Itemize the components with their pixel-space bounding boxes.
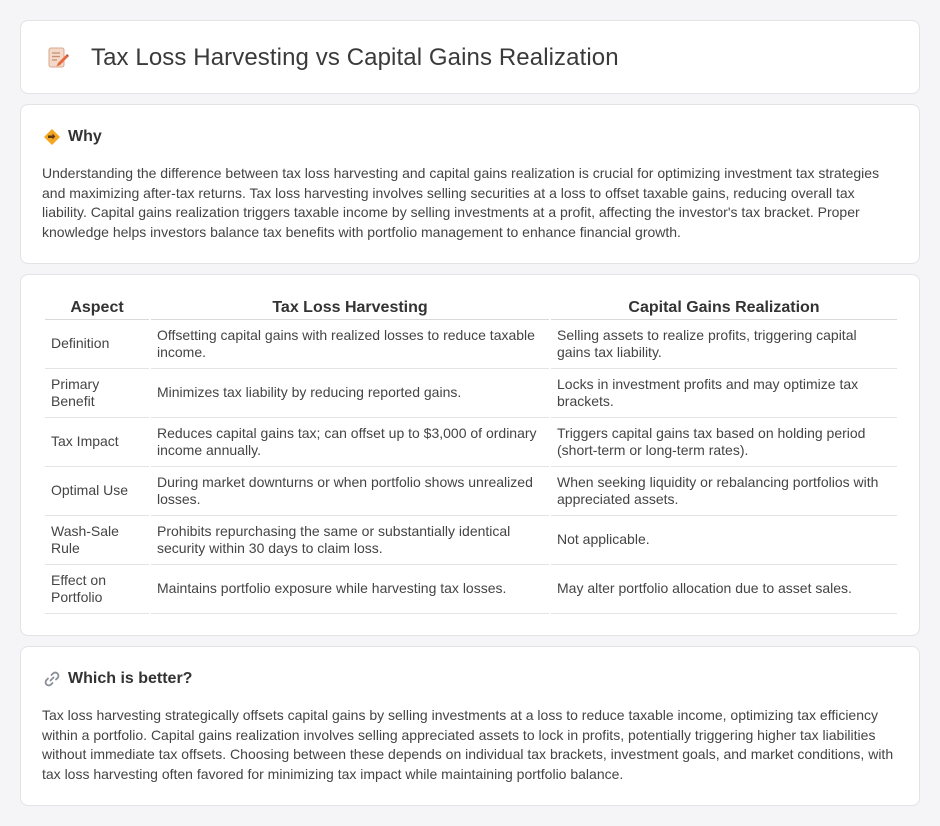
- row-aspect: Tax Impact: [45, 418, 149, 467]
- row-capital-gains-realization: May alter portfolio allocation due to asset sales.: [551, 565, 897, 614]
- row-tax-loss-harvesting: Minimizes tax liability by reducing reported gains.: [151, 369, 549, 418]
- header-aspect: Aspect: [45, 296, 149, 320]
- row-capital-gains-realization: Not applicable.: [551, 516, 897, 565]
- row-capital-gains-realization: Triggers capital gains tax based on holding period (short-term or long-term rates).: [551, 418, 897, 467]
- title-card: [20, 20, 920, 94]
- comparison-table: [43, 296, 899, 614]
- table-row: [45, 320, 897, 369]
- table-row: [45, 467, 897, 516]
- table-row: [45, 418, 897, 467]
- row-aspect: Primary Benefit: [45, 369, 149, 418]
- row-tax-loss-harvesting: Offsetting capital gains with realized losses to reduce taxable income.: [151, 320, 549, 369]
- row-capital-gains-realization: Locks in investment profits and may optimize tax brackets.: [551, 369, 897, 418]
- row-capital-gains-realization: When seeking liquidity or rebalancing portfolios with appreciated assets.: [551, 467, 897, 516]
- row-tax-loss-harvesting: Maintains portfolio exposure while harvesting tax losses.: [151, 565, 549, 614]
- comparison-card: [20, 274, 920, 636]
- which-better-text: Tax loss harvesting strategically offsets capital gains by selling investments at a loss to reduce taxable income, optimizing tax efficiency within a portfolio. Capital gains realization involves selling appreciated assets to lock in profits, potentially triggering higher tax liabilities without immediate tax offsets. Choosing between these depends on individual tax brackets, investment goals, and market conditions, with tax loss harvesting often favored for minimizing tax impact while maintaining portfolio balance.: [42, 707, 894, 782]
- row-tax-loss-harvesting: Reduces capital gains tax; can offset up to $3,000 of ordinary income annually.: [151, 418, 549, 467]
- table-header-row: [45, 296, 897, 320]
- row-aspect: Wash-Sale Rule: [45, 516, 149, 565]
- which-better-title: Which is better?: [68, 670, 193, 687]
- header-capital-gains-realization: Capital Gains Realization: [551, 296, 897, 320]
- why-text: Understanding the difference between tax loss harvesting and capital gains realization is crucial for optimizing investment tax strategies and maximizing after-tax returns. Tax loss harvesting involves selling securities at a loss to offset taxable gains, reducing overall tax liability. Capital gains realization triggers taxable income by selling investments at a profit, affecting the investor's tax bracket. Proper knowledge helps investors balance tax benefits with portfolio management to enhance financial growth.: [42, 165, 880, 240]
- table-row: [45, 516, 897, 565]
- row-aspect: Effect on Portfolio: [45, 565, 149, 614]
- page-title: Tax Loss Harvesting vs Capital Gains Realization: [91, 44, 619, 71]
- diamond-arrow-icon: [43, 128, 61, 146]
- row-tax-loss-harvesting: Prohibits repurchasing the same or substantially identical security within 30 days to claim loss.: [151, 516, 549, 565]
- why-card: [20, 104, 920, 264]
- link-icon: [43, 670, 61, 688]
- row-aspect: Optimal Use: [45, 467, 149, 516]
- row-tax-loss-harvesting: During market downturns or when portfolio shows unrealized losses.: [151, 467, 549, 516]
- why-title: Why: [68, 128, 102, 145]
- header-tax-loss-harvesting: Tax Loss Harvesting: [151, 296, 549, 320]
- table-row: [45, 369, 897, 418]
- table-row: [45, 565, 897, 614]
- row-capital-gains-realization: Selling assets to realize profits, triggering capital gains tax liability.: [551, 320, 897, 369]
- document-edit-icon: [45, 45, 71, 71]
- which-better-card: [20, 646, 920, 806]
- row-aspect: Definition: [45, 320, 149, 369]
